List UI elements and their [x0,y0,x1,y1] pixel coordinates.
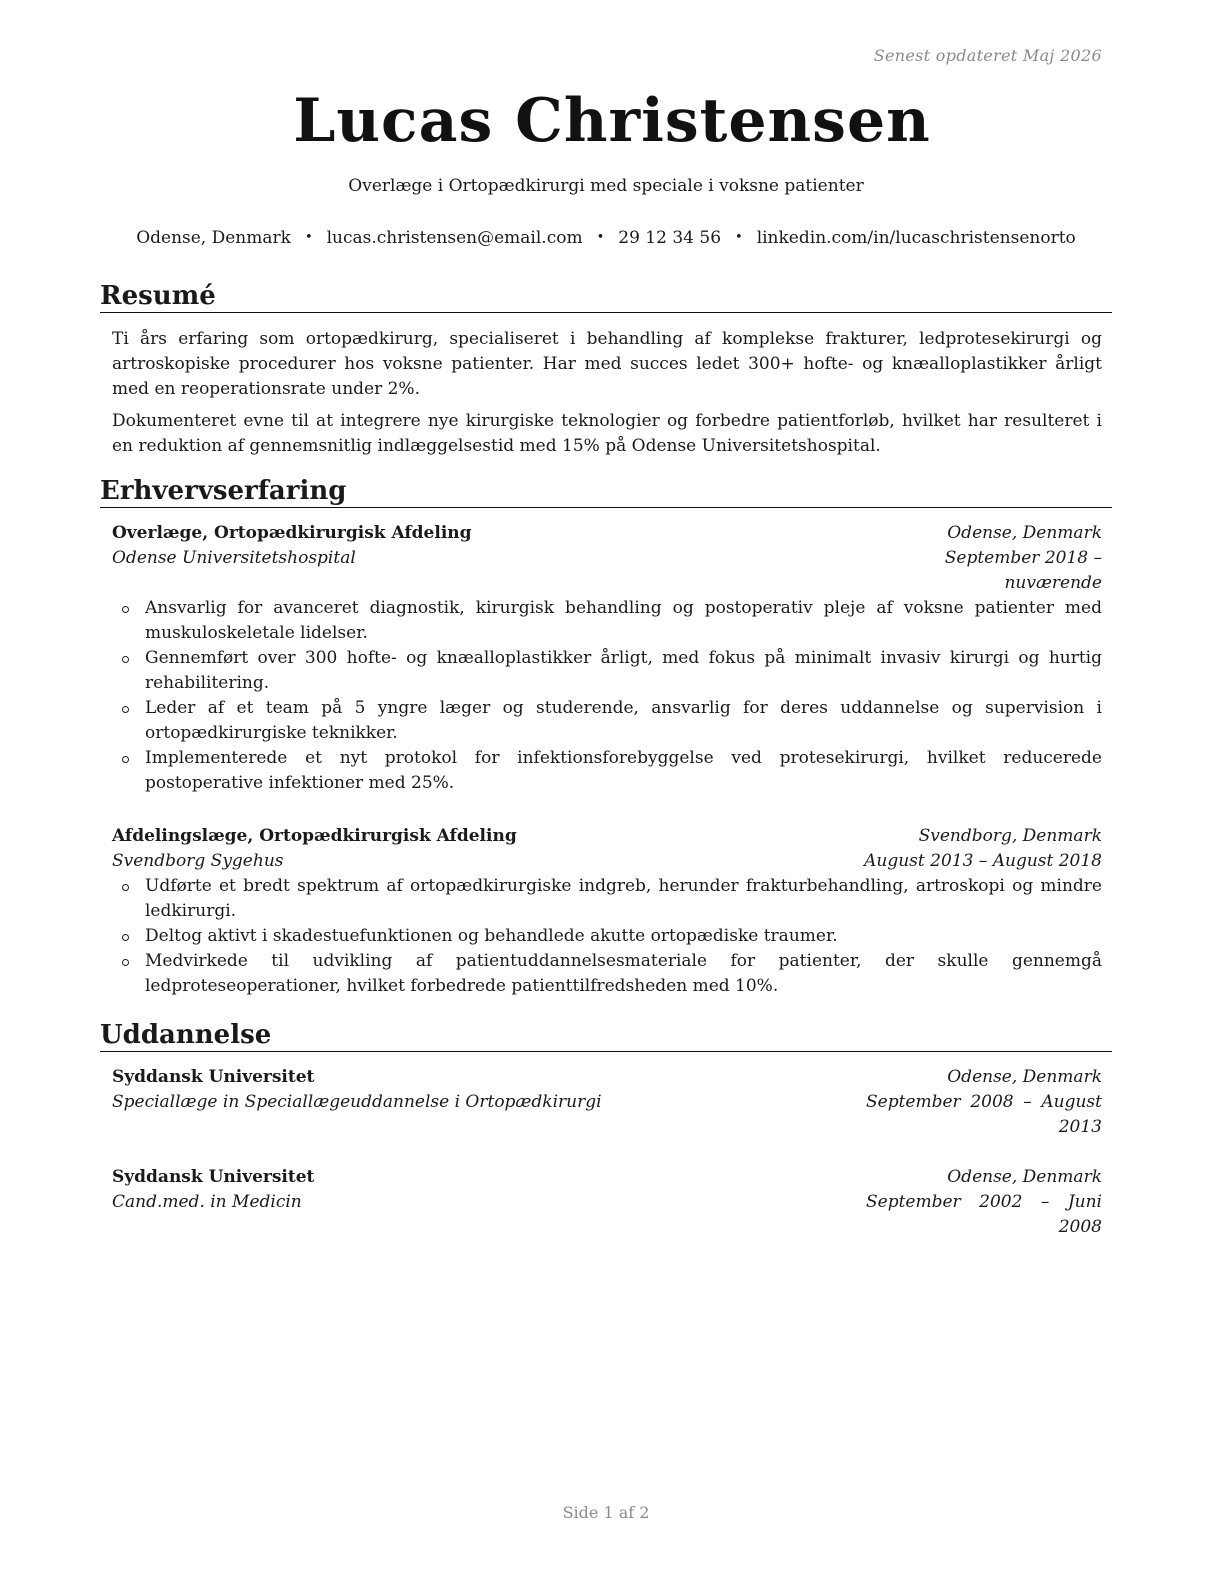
list-item: Leder af et team på 5 yngre læger og studerende, ansvarlig for deres uddannelse og supervision i ortopædkirurgiske teknikker. [112,696,1102,746]
candidate-subtitle: Overlæge i Ortopædkirurgi med speciale i voksne patienter [348,176,864,196]
list-item: Gennemført over 300 hofte- og knæalloplastikker årligt, med fokus på minimalt invasiv kirurgi og hurtig rehabilitering. [112,646,1102,696]
list-item: Implementerede et nyt protokol for infektionsforebyggelse ved protesekirurgi, hvilket reducerede postoperative infektioner med 25%. [112,746,1102,796]
job-location: Svendborg, Denmark [918,826,1102,846]
bullet-separator: • [735,230,743,245]
resume-paragraph-1: Ti års erfaring som ortopædkirurg, specialiseret i behandling af komplekse frakturer, ledprotesekirurgi og artroskopiske procedurer hos voksne patienter. Har med succes ledet 300+ hofte- og knæalloplastikker årligt med en reoperationsrate under 2%. [112,329,1102,399]
job-position: Overlæge, Ortopædkirurgisk Afdeling [112,523,472,543]
education-location: Odense, Denmark [947,1067,1102,1087]
list-item: Udførte et bredt spektrum af ortopædkirurgiske indgreb, herunder frakturbehandling, artroskopi og mindre ledkirurgi. [112,874,1102,924]
contact-location: Odense, Denmark [136,228,291,248]
job-location: Odense, Denmark [947,523,1102,543]
education-institution: Syddansk Universitet [112,1067,315,1087]
contact-phone: 29 12 34 56 [618,228,722,248]
job-bullets [112,874,1102,999]
circle-bullet-icon [122,934,129,941]
candidate-name: Lucas Christensen [293,86,931,156]
education-entry [112,1165,1102,1240]
education-dates: September 2008 – August 2013 [866,1092,1102,1137]
job-dates: September 2018 – nuværende [944,548,1102,593]
contact-email[interactable]: lucas.christensen@email.com [326,228,583,248]
circle-bullet-icon [122,656,129,663]
section-title-education: Uddannelse [100,1019,1112,1052]
bullet-separator: • [596,230,605,245]
job-employer: Svendborg Sygehus [112,851,284,871]
circle-bullet-icon [122,959,129,966]
circle-bullet-icon [122,706,129,713]
list-item: Ansvarlig for avanceret diagnostik, kirurgisk behandling og postoperativ pleje af voksne patienter med muskuloskeletale lidelser. [112,596,1102,646]
circle-bullet-icon [122,756,129,763]
resume-paragraph-2: Dokumenteret evne til at integrere nye kirurgiske teknologier og forbedre patientforløb, hvilket har resulteret i en reduktion af gennemsnitlig indlæggelsestid med 15% på Odense Universitetshospital. [112,411,1102,456]
contact-line [0,228,1212,248]
list-item: Medvirkede til udvikling af patientuddannelsesmateriale for patienter, der skulle gennemgå ledproteseoperationer, hvilket forbedrede patienttilfredsheden med 10%. [112,949,1102,999]
job-bullets [112,596,1102,796]
job-entry [112,824,1102,999]
section-title-resume: Resumé [100,280,1112,313]
section-title-experience: Erhvervserfaring [100,475,1112,508]
education-entry [112,1065,1102,1140]
education-degree: Cand.med. in Medicin [112,1192,302,1212]
education-degree: Speciallæge in Speciallægeuddannelse i Ortopædkirurgi [112,1092,602,1112]
bullet-separator: • [304,230,313,245]
education-dates: September 2002 – Juni 2008 [866,1192,1102,1237]
page-number: Side 1 af 2 [562,1503,650,1522]
list-item: Deltog aktivt i skadestuefunktionen og behandlede akutte ortopædiske traumer. [112,924,1102,949]
circle-bullet-icon [122,606,129,613]
job-dates: August 2013 – August 2018 [864,851,1102,871]
education-institution: Syddansk Universitet [112,1167,315,1187]
contact-linkedin[interactable]: linkedin.com/in/lucaschristensenorto [756,228,1076,248]
job-entry [112,521,1102,796]
circle-bullet-icon [122,884,129,891]
education-location: Odense, Denmark [947,1167,1102,1187]
job-position: Afdelingslæge, Ortopædkirurgisk Afdeling [112,826,517,846]
job-employer: Odense Universitetshospital [112,548,356,568]
last-updated: Senest opdateret Maj 2026 [873,46,1102,65]
